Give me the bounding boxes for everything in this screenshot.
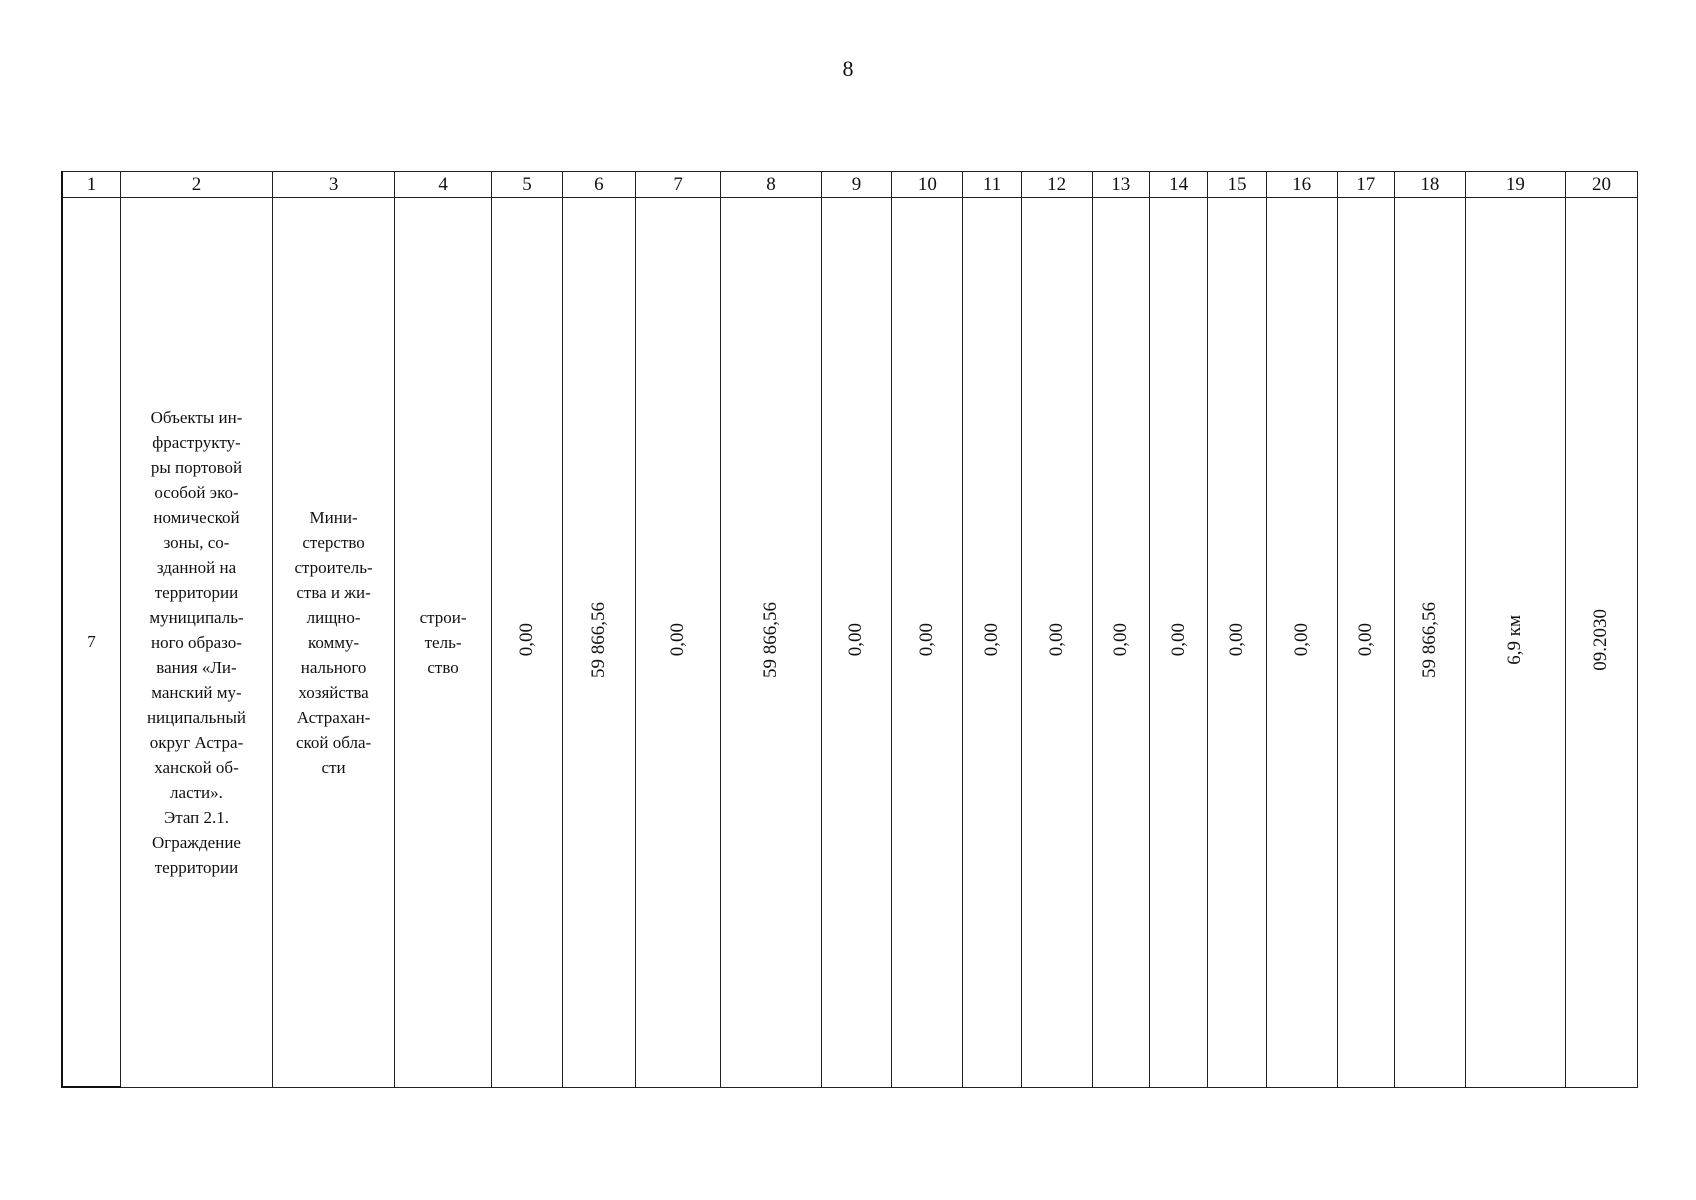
value-cell-14 bbox=[1149, 198, 1207, 1088]
value-text-5: 0,00 bbox=[515, 623, 537, 657]
header-row bbox=[62, 172, 1638, 198]
value-cell-9 bbox=[821, 198, 892, 1088]
column-header-19: 19 bbox=[1465, 172, 1565, 198]
text-line: лищно- bbox=[306, 607, 361, 627]
value-text-17: 0,00 bbox=[1354, 623, 1376, 657]
value-cell-12 bbox=[1021, 198, 1092, 1088]
value-cell-8 bbox=[721, 198, 821, 1088]
text-line: строи- bbox=[419, 607, 467, 627]
text-line: Этап 2.1. bbox=[163, 807, 229, 827]
column-header-14: 14 bbox=[1149, 172, 1207, 198]
column-header-11: 11 bbox=[963, 172, 1021, 198]
text-line: особой эко- bbox=[154, 482, 239, 502]
value-text-20: 09.2030 bbox=[1590, 608, 1612, 671]
value-cell-11 bbox=[963, 198, 1021, 1088]
text-line: зоны, со- bbox=[163, 532, 230, 552]
value-cell-15 bbox=[1208, 198, 1266, 1088]
text-line: Астрахан- bbox=[296, 707, 371, 727]
value-text-10: 0,00 bbox=[916, 623, 938, 657]
text-line: тель- bbox=[424, 632, 462, 652]
value-cell-18 bbox=[1394, 198, 1465, 1088]
value-text-13: 0,00 bbox=[1109, 623, 1131, 657]
column-header-15: 15 bbox=[1208, 172, 1266, 198]
text-line: муниципаль- bbox=[149, 607, 244, 627]
value-cell-20 bbox=[1565, 198, 1637, 1088]
value-cell-5 bbox=[492, 198, 563, 1088]
text-line: территории bbox=[154, 857, 239, 877]
text-line: манский му- bbox=[151, 682, 242, 702]
text-line: округ Астра- bbox=[149, 732, 244, 752]
text-line: ской обла- bbox=[295, 732, 372, 752]
value-text-9: 0,00 bbox=[845, 623, 867, 657]
column-header-12: 12 bbox=[1021, 172, 1092, 198]
value-text-18: 59 866,56 bbox=[1418, 601, 1440, 678]
text-line: вания «Ли- bbox=[156, 657, 237, 677]
table-row bbox=[62, 198, 1638, 1088]
value-text-15: 0,00 bbox=[1225, 623, 1247, 657]
column-header-2: 2 bbox=[120, 172, 272, 198]
text-line: Мини- bbox=[309, 507, 358, 527]
value-cell-17 bbox=[1337, 198, 1394, 1088]
text-line: фраструкту- bbox=[152, 432, 241, 452]
value-text-6: 59 866,56 bbox=[587, 601, 609, 678]
responsible-body-cell bbox=[273, 198, 395, 1088]
text-line: нального bbox=[300, 657, 367, 677]
column-header-16: 16 bbox=[1266, 172, 1337, 198]
value-cell-13 bbox=[1092, 198, 1149, 1088]
value-text-7: 0,00 bbox=[667, 623, 689, 657]
text-line: сти bbox=[321, 757, 346, 777]
text-line: ного образо- bbox=[151, 632, 242, 652]
text-line: ласти». bbox=[170, 782, 223, 802]
text-line: комму- bbox=[307, 632, 360, 652]
text-line: ниципальный bbox=[146, 707, 246, 727]
work-type-cell bbox=[395, 198, 492, 1088]
value-text-12: 0,00 bbox=[1045, 623, 1067, 657]
value-text-8: 59 866,56 bbox=[759, 601, 781, 678]
column-header-13: 13 bbox=[1092, 172, 1149, 198]
page-number: 8 bbox=[842, 56, 854, 81]
text-line: номической bbox=[153, 507, 240, 527]
text-line: стерство bbox=[302, 532, 365, 552]
column-header-20: 20 bbox=[1565, 172, 1637, 198]
text-line: хозяйства bbox=[298, 682, 369, 702]
value-text-16: 0,00 bbox=[1290, 623, 1312, 657]
column-header-1: 1 bbox=[62, 172, 120, 198]
text-line: ханской об- bbox=[154, 757, 239, 777]
value-cell-16 bbox=[1266, 198, 1337, 1088]
row-number-cell: 7 bbox=[62, 198, 120, 1088]
column-header-7: 7 bbox=[635, 172, 721, 198]
column-header-5: 5 bbox=[492, 172, 563, 198]
object-name-cell bbox=[120, 198, 272, 1088]
text-line: зданной на bbox=[156, 557, 237, 577]
column-header-17: 17 bbox=[1337, 172, 1394, 198]
value-cell-7 bbox=[635, 198, 721, 1088]
data-table bbox=[61, 171, 1638, 1088]
value-cell-10 bbox=[892, 198, 963, 1088]
text-line: Объекты ин- bbox=[150, 407, 243, 427]
text-line: ство bbox=[427, 657, 459, 677]
column-header-9: 9 bbox=[821, 172, 892, 198]
text-line: территории bbox=[154, 582, 239, 602]
column-header-4: 4 bbox=[395, 172, 492, 198]
column-header-6: 6 bbox=[562, 172, 635, 198]
column-header-8: 8 bbox=[721, 172, 821, 198]
column-header-3: 3 bbox=[273, 172, 395, 198]
value-text-19: 6,9 км bbox=[1504, 614, 1526, 665]
column-header-18: 18 bbox=[1394, 172, 1465, 198]
value-text-14: 0,00 bbox=[1167, 623, 1189, 657]
value-text-11: 0,00 bbox=[980, 623, 1002, 657]
text-line: строитель- bbox=[294, 557, 373, 577]
value-cell-19 bbox=[1465, 198, 1565, 1088]
value-cell-6 bbox=[562, 198, 635, 1088]
column-header-10: 10 bbox=[892, 172, 963, 198]
text-line: ства и жи- bbox=[296, 582, 371, 602]
text-line: Ограждение bbox=[151, 832, 241, 852]
text-line: ры портовой bbox=[150, 457, 243, 477]
